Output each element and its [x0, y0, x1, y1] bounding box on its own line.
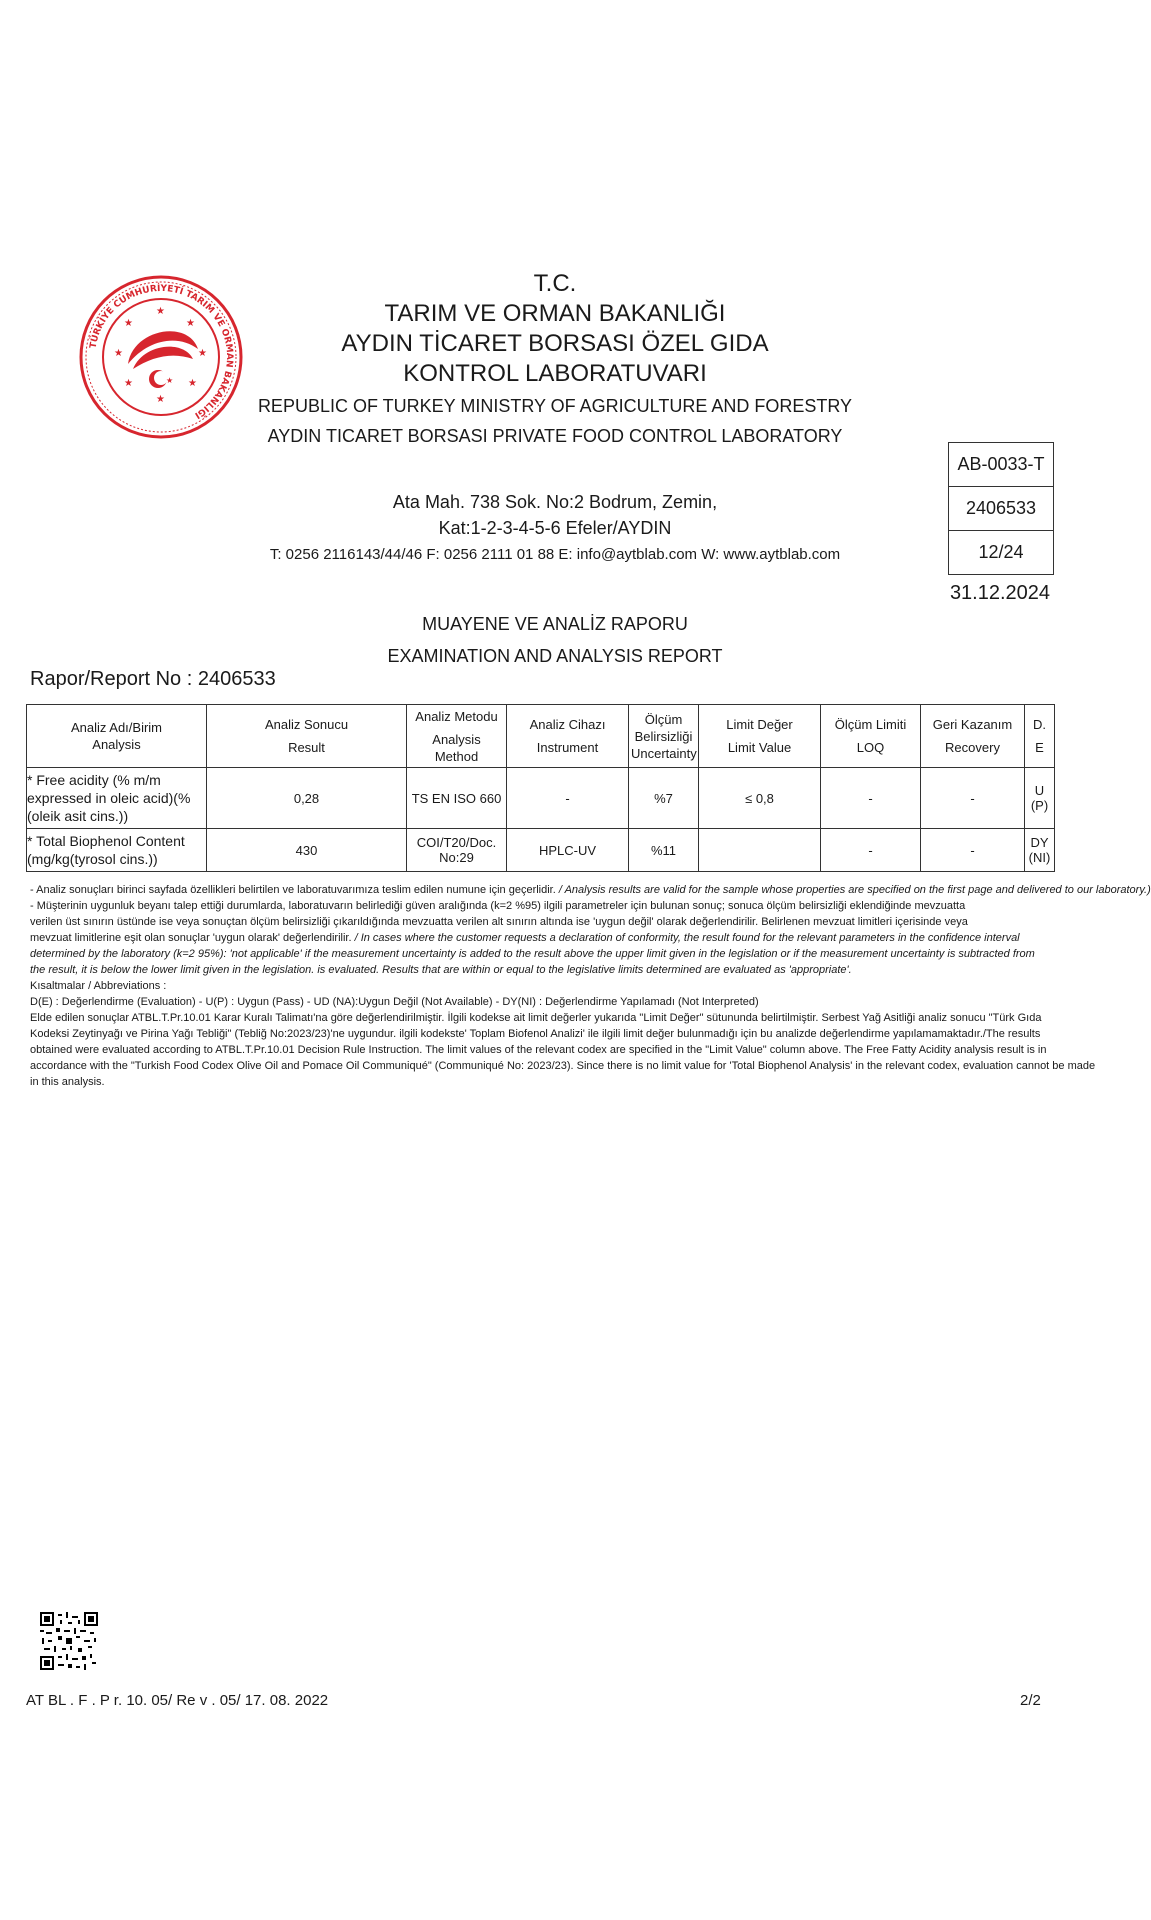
- abbreviations-title: Kısaltmalar / Abbreviations :: [30, 980, 167, 992]
- address-line-1: Ata Mah. 738 Sok. No:2 Bodrum, Zemin,: [392, 492, 718, 512]
- report-number: Rapor/Report No : 2406533: [30, 668, 276, 690]
- cell-instrument: HPLC-UV: [507, 829, 629, 872]
- evaluation-note-4: accordance with the "Turkish Food Codex Olive Oil and Pomace Oil Communiqué" (Communiqué No: 2023/23). Since there is no limit value for 'Total Biophenol Analysis' in the relevant codex, evaluation cannot be made: [30, 1060, 1096, 1072]
- svg-text:★: ★: [188, 378, 197, 389]
- report-notes: [30, 882, 1151, 1090]
- report-title-tr: MUAYENE VE ANALİZ RAPORU: [422, 614, 688, 634]
- note-conformity-en-2: determined by the laboratory (k=2 95%): 'not applicable' if the measurement uncertainty is added to the result above the upper limit given in the legislation or if the measurement uncertainty is subtracted from: [30, 948, 1035, 960]
- abbreviations: D(E) : Değerlendirme (Evaluation) - U(P) : Uygun (Pass) - UD (NA):Uygun Değil (Not Available) - DY(NI) : Değerlendirme Yapılamadı (Not Interpreted): [30, 996, 759, 1008]
- cell-result: 0,28: [207, 768, 407, 829]
- cell-analysis: * Total Biophenol Content (mg/kg(tyrosol cins.)): [27, 829, 207, 872]
- header-result: Analiz Sonucu Result: [207, 705, 407, 768]
- address-line-2: Kat:1-2-3-4-5-6 Efeler/AYDIN: [438, 518, 672, 538]
- evaluation-note-2: Kodeksi Zeytinyağı ve Pirina Yağı Tebliği" (Tebliğ No:2023/23)'ne uygundur. ilgili kodekste' Toplam Biofenol Analizi' ile ilgili limit değer bulunmadığı için bu analizde değerlendirme yapılamamaktadır./The results: [30, 1028, 1041, 1040]
- svg-text:★: ★: [198, 348, 207, 359]
- header-uncertainty: Ölçüm Belirsizliği Uncertainty: [629, 705, 699, 768]
- cell-uncertainty: %7: [629, 768, 699, 829]
- table-row: [27, 768, 1055, 829]
- page-number: 2/2: [1020, 1692, 1041, 1709]
- evaluation-note-1: Elde edilen sonuçlar ATBL.T.Pr.10.01 Karar Kuralı Talimatı'na göre değerlendirilmiştir. İlgili kodekse ait limit değerler yukarıda "Limit Değer" sütununda belirtilmiştir. Serbest Yağ Asitliği analiz sonucu "Türk Gıda: [30, 1012, 1042, 1024]
- cell-limit: ≤ 0,8: [699, 768, 821, 829]
- results-table: [26, 704, 1055, 872]
- note-conformity-en-3: the result, it is below the lower limit given in the legislation. is evaluated. Results that are within or equal to the legislative limits determined are evaluated as 'appropriate'.: [30, 964, 852, 976]
- cell-recovery: -: [921, 768, 1025, 829]
- svg-text:★: ★: [124, 378, 133, 389]
- header-analysis: Analiz Adı/Birim Analysis: [27, 705, 207, 768]
- note-validity: - Analiz sonuçları birinci sayfada özellikleri belirtilen ve laboratuvarımıza teslim edilen numune için geçerlidir. / Analysis results are valid for the sample whose properties are specified on the first page and delivered to our laboratory.): [30, 884, 1151, 896]
- cell-recovery: -: [921, 829, 1025, 872]
- contact-line: T: 0256 2116143/44/46 F: 0256 2111 01 88 E: info@aytblab.com W: www.aytblab.com: [269, 546, 841, 563]
- cell-method: COI/T20/Doc. No:29: [407, 829, 507, 872]
- evaluation-note-5: in this analysis.: [30, 1076, 105, 1088]
- cell-instrument: -: [507, 768, 629, 829]
- header-recovery: Geri Kazanım Recovery: [921, 705, 1025, 768]
- note-conformity-mixed: mevzuat limitlerine eşit olan sonuçlar 'uygun olarak' değerlendirilir. / In cases where the customer requests a declaration of conformity, the result found for the relevant parameters in the confidence interval: [30, 932, 1020, 944]
- cell-loq: -: [821, 829, 921, 872]
- evaluation-note-3: obtained were evaluated according to ATBL.T.Pr.10.01 Decision Rule Instruction. The limit values of the relevant codex are specified in the "Limit Value" column above. The Free Fatty Acidity analysis result is in: [30, 1044, 1047, 1056]
- note-conformity-tr-1: - Müşterinin uygunluk beyanı talep ettiği durumlarda, laboratuvarın belirlediği güven aralığında (k=2 %95) ilgili parametreler için bulunan sonuç; sonuca ölçüm belirsizliği eklendiğinde mevzuatta: [30, 900, 966, 912]
- header-evaluation: D. E: [1025, 705, 1055, 768]
- report-title-en: EXAMINATION AND ANALYSIS REPORT: [387, 646, 723, 666]
- header-tc: T.C.: [533, 270, 577, 297]
- cell-analysis: * Free acidity (% m/m expressed in oleic acid)(% (oleik asit cins.)): [27, 768, 207, 829]
- header-ministry-tr: TARIM VE ORMAN BAKANLIĞI: [384, 300, 726, 327]
- header-lab-tr-2: KONTROL LABORATUVARI: [403, 360, 707, 387]
- header-limit: Limit Değer Limit Value: [699, 705, 821, 768]
- svg-text:★: ★: [114, 348, 123, 359]
- svg-text:★: ★: [166, 376, 174, 385]
- header-lab-tr-1: AYDIN TİCARET BORSASI ÖZEL GIDA: [341, 330, 769, 357]
- accreditation-code: AB-0033-T: [949, 443, 1053, 487]
- table-row: [27, 829, 1055, 872]
- cell-evaluation: U (P): [1025, 768, 1055, 829]
- table-header-row: [27, 705, 1055, 768]
- svg-text:TÜRKİYE CUMHURİYETİ TARIM VE O: TÜRKİYE CUMHURİYETİ TARIM VE ORMAN BAKANLIĞI: [88, 283, 235, 421]
- svg-text:★: ★: [156, 394, 165, 405]
- svg-text:★: ★: [156, 306, 165, 317]
- header-loq: Ölçüm Limiti LOQ: [821, 705, 921, 768]
- header-ministry-en: REPUBLIC OF TURKEY MINISTRY OF AGRICULTURE AND FORESTRY: [257, 396, 853, 416]
- form-code: AT BL . F . P r. 10. 05/ Re v . 05/ 17. 08. 2022: [26, 1692, 329, 1709]
- qr-code: [40, 1612, 98, 1670]
- header-instrument: Analiz Cihazı Instrument: [507, 705, 629, 768]
- svg-text:★: ★: [124, 318, 133, 329]
- cell-result: 430: [207, 829, 407, 872]
- header-lab-en: AYDIN TICARET BORSASI PRIVATE FOOD CONTROL LABORATORY: [267, 426, 843, 446]
- cell-limit: [699, 829, 821, 872]
- cell-loq: -: [821, 768, 921, 829]
- issue-date: 31.12.2024: [949, 582, 1051, 604]
- svg-text:★: ★: [186, 318, 195, 329]
- cell-evaluation: DY (NI): [1025, 829, 1055, 872]
- note-conformity-tr-2: verilen üst sınırın üstünde ise veya sonuçtan ölçüm belirsizliği çıkarıldığında mevzuatta verilen alt sınırın altında ise 'uygun değil' olarak değerlendirilir. Belirlenen mevzuat limitleri içerisinde veya: [30, 916, 968, 928]
- report-code-box: [948, 442, 1054, 575]
- ministry-seal-logo: [78, 274, 244, 440]
- header-method: Analiz Metodu Analysis Method: [407, 705, 507, 768]
- report-code: 2406533: [949, 487, 1053, 531]
- cell-method: TS EN ISO 660: [407, 768, 507, 829]
- page-code: 12/24: [978, 542, 1024, 562]
- cell-uncertainty: %11: [629, 829, 699, 872]
